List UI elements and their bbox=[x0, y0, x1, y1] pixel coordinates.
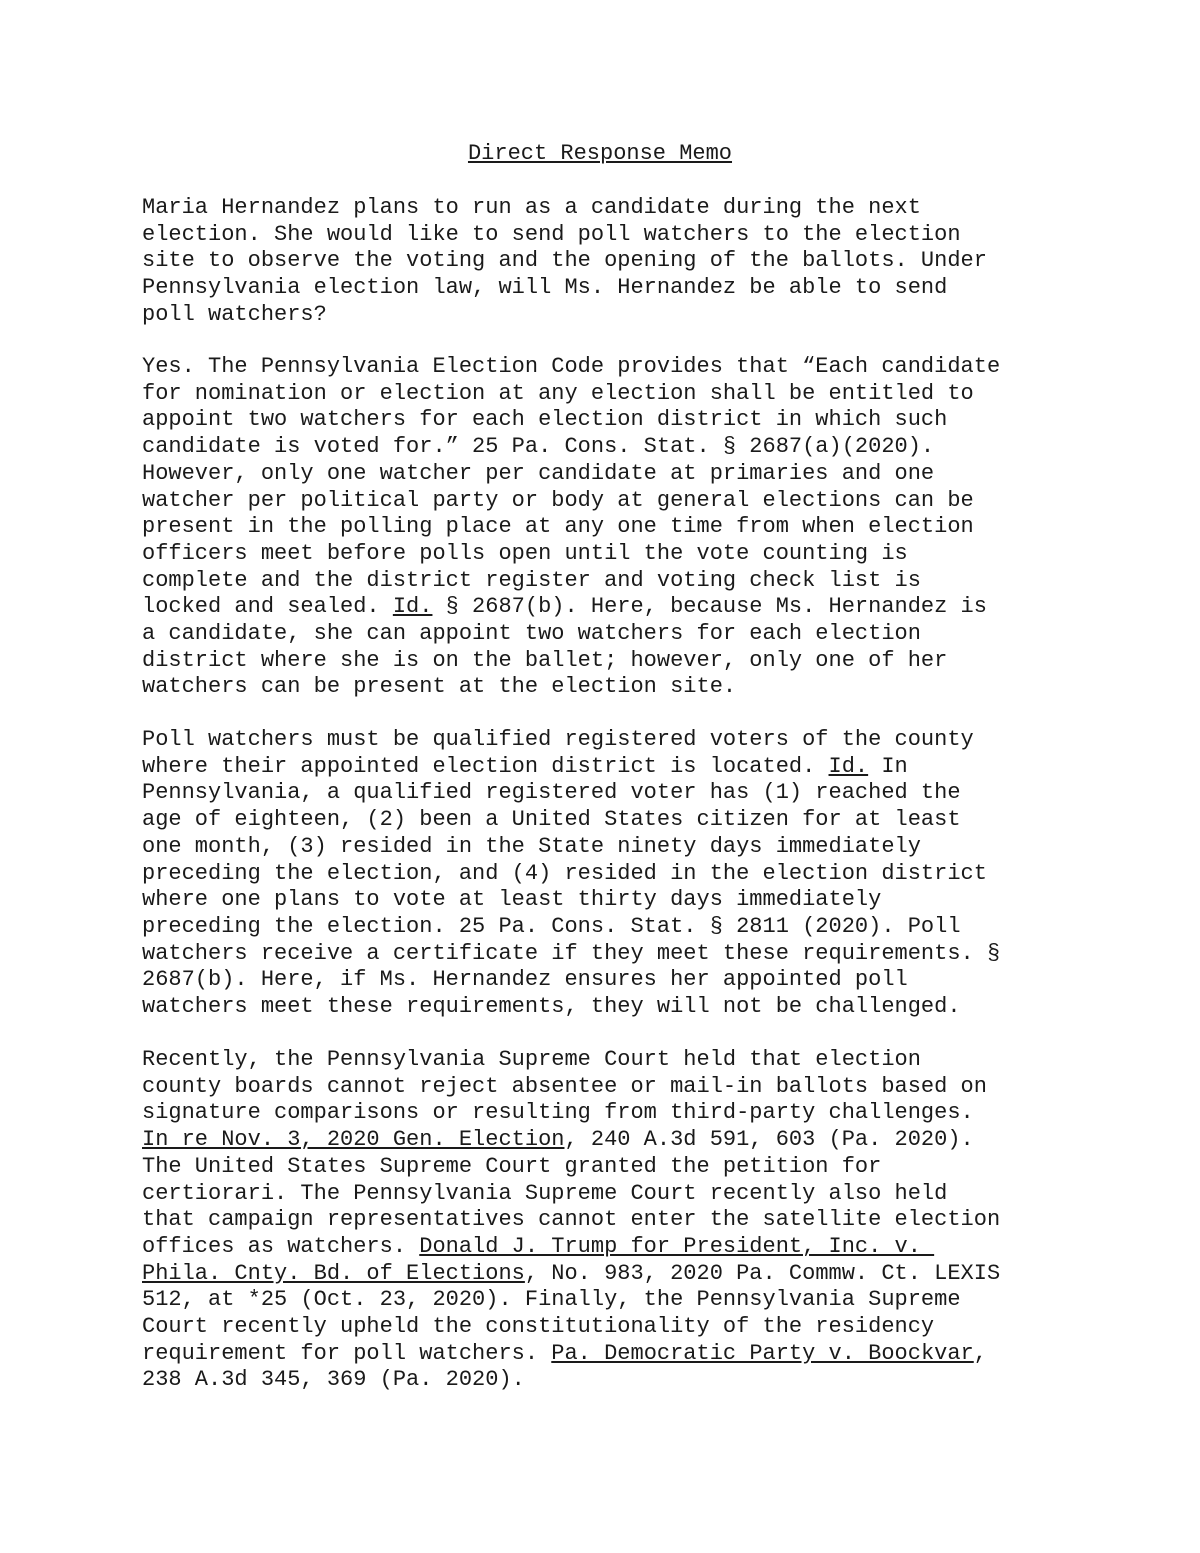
text-line bbox=[142, 354, 1000, 381]
text-segment: present in the polling place at any one time from when election bbox=[142, 514, 974, 540]
text-segment: that campaign representatives cannot enter the satellite election bbox=[142, 1207, 1001, 1233]
text-segment: officers meet before polls open until the vote counting is bbox=[142, 540, 908, 566]
text-segment: 238 A.3d 345, 369 (Pa. 2020). bbox=[142, 1367, 525, 1393]
text-line bbox=[142, 1234, 1000, 1261]
text-line bbox=[142, 1127, 1000, 1154]
citation-underlined: Phila. Cnty. Bd. of Elections bbox=[142, 1260, 525, 1286]
text-segment: § 2687(b). Here, because Ms. Hernandez is bbox=[432, 594, 987, 620]
text-line bbox=[142, 1287, 1000, 1314]
text-line bbox=[142, 807, 1000, 834]
citation-underlined: Donald J. Trump for President, Inc. v. bbox=[419, 1233, 935, 1259]
text-line bbox=[142, 727, 1000, 754]
text-line bbox=[142, 248, 987, 275]
text-segment: However, only one watcher per candidate at primaries and one bbox=[142, 460, 935, 486]
text-segment: for nomination or election at any election shall be entitled to bbox=[142, 380, 974, 406]
text-line bbox=[142, 780, 1000, 807]
text-line bbox=[142, 967, 1000, 994]
text-segment: watchers can be present at the election site. bbox=[142, 674, 737, 700]
text-segment: preceding the election, and (4) resided in the election district bbox=[142, 860, 987, 886]
paragraph-recent-decisions bbox=[142, 1047, 1000, 1394]
text-segment: 512, at *25 (Oct. 23, 2020). Finally, the Pennsylvania Supreme bbox=[142, 1287, 961, 1313]
text-segment: Yes. The Pennsylvania Election Code provides that “Each candidate bbox=[142, 354, 1001, 379]
text-segment: preceding the election. 25 Pa. Cons. Stat. § 2811 (2020). Poll bbox=[142, 913, 961, 939]
text-line bbox=[142, 1207, 1000, 1234]
citation-underlined: Id. bbox=[828, 753, 869, 779]
text-line bbox=[142, 674, 1000, 701]
text-line bbox=[142, 568, 1000, 595]
text-segment: election. She would like to send poll watchers to the election bbox=[142, 221, 961, 247]
text-segment: Court recently upheld the constitutionality of the residency bbox=[142, 1314, 935, 1340]
text-segment: signature comparisons or resulting from third-party challenges. bbox=[142, 1100, 974, 1126]
text-segment: certiorari. The Pennsylvania Supreme Court recently also held bbox=[142, 1180, 948, 1206]
text-line bbox=[142, 648, 1000, 675]
text-line bbox=[142, 302, 987, 329]
citation-underlined: Pa. Democratic Party v. Boockvar bbox=[551, 1340, 974, 1366]
text-segment: , 240 A.3d 591, 603 (Pa. 2020). bbox=[564, 1127, 974, 1153]
text-segment: offices as watchers. bbox=[142, 1233, 420, 1259]
text-line bbox=[142, 1181, 1000, 1208]
text-segment: locked and sealed. bbox=[142, 594, 393, 620]
text-line bbox=[142, 861, 1000, 888]
text-segment: one month, (3) resided in the State ninety days immediately bbox=[142, 833, 921, 859]
text-line bbox=[142, 1074, 1000, 1101]
text-segment: watchers receive a certificate if they meet these requirements. § bbox=[142, 940, 1001, 966]
text-line bbox=[142, 275, 987, 302]
memo-title: Direct Response Memo bbox=[467, 141, 733, 166]
text-line bbox=[142, 1100, 1000, 1127]
paragraph-question bbox=[142, 195, 987, 329]
text-line bbox=[142, 381, 1000, 408]
text-segment: appoint two watchers for each election district in which such bbox=[142, 407, 948, 433]
text-segment: Pennsylvania election law, will Ms. Hernandez be able to send bbox=[142, 275, 948, 301]
text-segment: Pennsylvania, a qualified registered voter has (1) reached the bbox=[142, 780, 961, 806]
text-segment: The United States Supreme Court granted the petition for bbox=[142, 1153, 882, 1179]
text-segment: 2687(b). Here, if Ms. Hernandez ensures her appointed poll bbox=[142, 967, 908, 993]
text-segment: district where she is on the ballet; however, only one of her bbox=[142, 647, 948, 673]
text-segment: county boards cannot reject absentee or mail-in ballots based on bbox=[142, 1073, 987, 1099]
text-line bbox=[142, 621, 1000, 648]
text-segment: complete and the district register and voting check list is bbox=[142, 567, 921, 593]
text-line bbox=[142, 594, 1000, 621]
text-segment: watchers meet these requirements, they will not be challenged. bbox=[142, 994, 961, 1020]
text-segment: Poll watchers must be qualified registered voters of the county bbox=[142, 727, 974, 752]
text-line bbox=[142, 1261, 1000, 1288]
text-segment: Recently, the Pennsylvania Supreme Court held that election bbox=[142, 1047, 921, 1072]
text-segment: watcher per political party or body at general elections can be bbox=[142, 487, 974, 513]
text-line bbox=[142, 1367, 1000, 1394]
text-line bbox=[142, 887, 1000, 914]
text-segment: where their appointed election district is located. bbox=[142, 753, 829, 779]
text-line bbox=[142, 754, 1000, 781]
text-line bbox=[142, 1047, 1000, 1074]
text-segment: candidate is voted for.” 25 Pa. Cons. Stat. § 2687(a)(2020). bbox=[142, 434, 935, 460]
text-segment: , No. 983, 2020 Pa. Commw. Ct. LEXIS bbox=[524, 1260, 1001, 1286]
text-segment: requirement for poll watchers. bbox=[142, 1340, 552, 1366]
text-line bbox=[142, 941, 1000, 968]
text-segment: site to observe the voting and the opening of the ballots. Under bbox=[142, 248, 987, 274]
text-line bbox=[142, 1314, 1000, 1341]
text-line bbox=[142, 222, 987, 249]
text-line bbox=[142, 488, 1000, 515]
text-segment: , bbox=[973, 1340, 987, 1366]
text-segment: Maria Hernandez plans to run as a candidate during the next bbox=[142, 195, 921, 220]
text-line bbox=[142, 1341, 1000, 1368]
text-line bbox=[142, 834, 1000, 861]
text-segment: a candidate, she can appoint two watchers for each election bbox=[142, 621, 921, 647]
text-line bbox=[142, 461, 1000, 488]
text-line bbox=[142, 195, 987, 222]
text-segment: poll watchers? bbox=[142, 301, 327, 327]
text-line bbox=[142, 914, 1000, 941]
text-line bbox=[142, 1154, 1000, 1181]
text-line bbox=[142, 541, 1000, 568]
text-line bbox=[142, 994, 1000, 1021]
text-line bbox=[142, 514, 1000, 541]
paragraph-watcher-qualifications bbox=[142, 727, 1000, 1021]
text-line bbox=[142, 407, 1000, 434]
citation-underlined: In re Nov. 3, 2020 Gen. Election bbox=[142, 1127, 565, 1153]
text-line bbox=[142, 434, 1000, 461]
paragraph-watchers-entitlement bbox=[142, 354, 1000, 701]
citation-underlined: Id. bbox=[392, 594, 433, 620]
text-segment: In bbox=[868, 753, 908, 779]
text-segment: where one plans to vote at least thirty days immediately bbox=[142, 887, 882, 913]
text-segment: age of eighteen, (2) been a United States citizen for at least bbox=[142, 807, 961, 833]
